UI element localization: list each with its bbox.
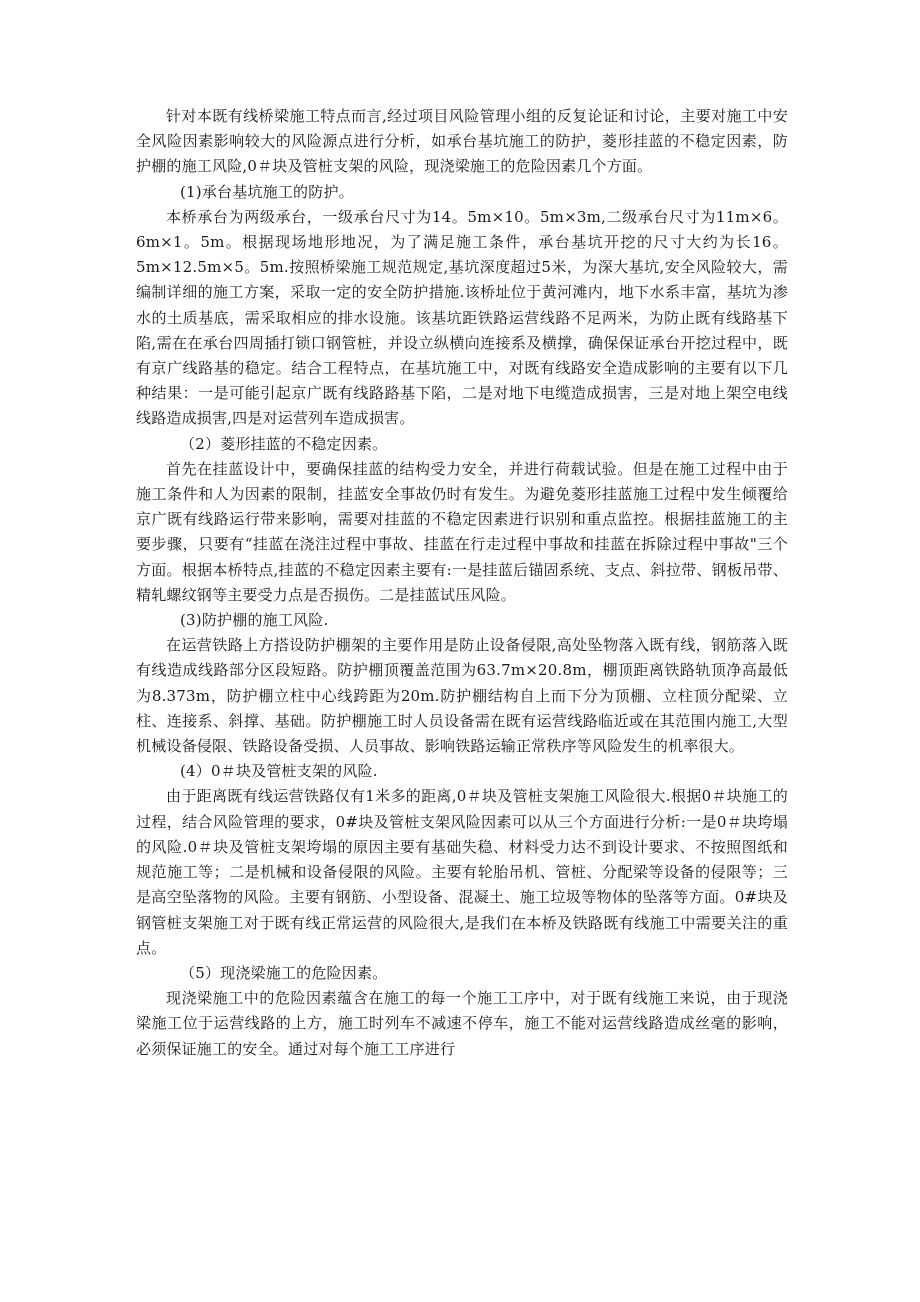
section-body-4: 由于距离既有线运营铁路仅有1米多的距离,0＃块及管桩支架施工风险很大.根据0＃块施工的过程，结合风险管理的要求，0#块及管桩支架风险因素可以从三个方面进行分析:一是0＃块垮塌的风险.0＃块及管桩支架垮塌的原因主要有基础失稳、材料受力达不到设计要求、不按照图纸和规范施工等；二是机械和设备侵限的风险。主要有轮胎吊机、管桩、分配梁等设备的侵限等；三是高空坠落物的风险。主要有钢筋、小型设备、混凝土、施工垃圾等物体的坠落等方面。0#块及钢管桩支架施工对于既有线正常运营的风险很大,是我们在本桥及铁路既有线施工中需要关注的重点。 (136, 787, 788, 957)
section-body-3: 在运营铁路上方搭设防护棚架的主要作用是防止设备侵限,高处坠物落入既有线，钢筋落入既有线造成线路部分区段短路。防护棚顶覆盖范围为63.7m×20.8m，棚顶距离铁路轨顶净高最低为8.373m，防护棚立柱中心线跨距为20m.防护棚结构自上而下分为顶棚、立柱顶分配梁、立柱、连接系、斜撑、基础。防护棚施工时人员设备需在既有运营线路临近或在其范围内施工,大型机械设备侵限、铁路设备受损、人员事故、影响铁路运输正常秩序等风险发生的机率很大。 (136, 636, 788, 756)
section-body-2: 首先在挂蓝设计中，要确保挂蓝的结构受力安全，并进行荷载试验。但是在施工过程中由于施工条件和人为因素的限制，挂蓝安全事故仍时有发生。为避免菱形挂蓝施工过程中发生倾覆给京广既有线路运行带来影响，需要对挂蓝的不稳定因素进行识别和重点监控。根据挂蓝施工的主要步骤，只要有“挂蓝在浇注过程中事故、挂蓝在行走过程中事故和挂蓝在拆除过程中事故"三个方面。根据本桥特点,挂蓝的不稳定因素主要有:一是挂蓝后锚固系统、支点、斜拉带、钢板吊带、精轧螺纹钢等主要受力点是否损伤。二是挂蓝试压风险。 (136, 459, 788, 604)
intro-paragraph: 针对本既有线桥梁施工特点而言,经过项目风险管理小组的反复论证和讨论，主要对施工中安全风险因素影响较大的风险源点进行分析，如承台基坑施工的防护，菱形挂蓝的不稳定因素，防护棚的施工风险,0＃块及管桩支架的风险，现浇梁施工的危险因素几个方面。 (136, 107, 788, 176)
section-heading-4: (4）0＃块及管桩支架的风险. (180, 762, 378, 781)
section-heading-1: (1)承台基坑施工的防护。 (180, 182, 354, 201)
section-heading-5: （5）现浇梁施工的危险因素。 (180, 963, 388, 982)
section-heading-3: (3)防护棚的施工风险. (180, 611, 329, 630)
section-heading-2: （2）菱形挂蓝的不稳定因素。 (180, 434, 388, 453)
section-body-1: 本桥承台为两级承台，一级承台尺寸为14。5m×10。5m×3m,二级承台尺寸为11m×6。6m×1。5m。根据现场地形地况，为了满足施工条件，承台基坑开挖的尺寸大约为长16。5m×12.5m×5。5m.按照桥梁施工规范规定,基坑深度超过5米，为深大基坑,安全风险较大，需编制详细的施工方案，采取一定的安全防护措施.该桥址位于黄河滩内，地下水系丰富，基坑为渗水的土质基底，需采取相应的排水设施。该基坑距铁路运营线路不足两米，为防止既有线路基下陷,需在在承台四周插打锁口钢管桩，并设立纵横向连接系及横撑，确保保证承台开挖过程中，既有京广线路基的稳定。结合工程特点，在基坑施工中，对既有线路安全造成影响的主要有以下几种结果：一是可能引起京广既有线路路基下陷，二是对地下电缆造成损害，三是对地上架空电线线路造成损害,四是对运营列车造成损害。 (136, 207, 788, 428)
section-body-5: 现浇梁施工中的危险因素蕴含在施工的每一个施工工序中，对于既有线施工来说，由于现浇梁施工位于运营线路的上方，施工时列车不减速不停车，施工不能对运营线路造成丝毫的影响，必须保证施工的安全。通过对每个施工工序进行 (136, 989, 788, 1058)
document-page (136, 104, 788, 1284)
